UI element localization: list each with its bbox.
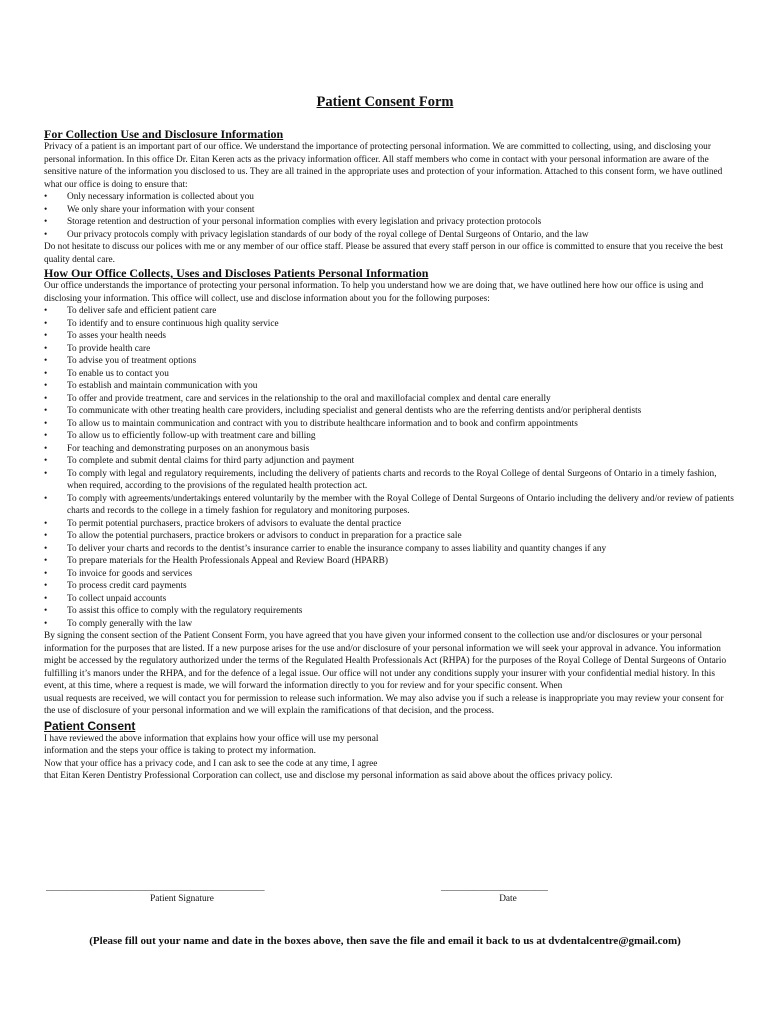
list-item-text: To permit potential purchasers, practice brokers of advisors to evaluate the dental practice xyxy=(67,518,402,529)
assurance-list xyxy=(44,191,734,241)
list-item-text: To comply with agreements/undertakings entered voluntarily by the member with the Royal College of Dental Surgeons of Ontario including the delivery and/or review of patients charts and records to the college in a timely fashion for regulatory and monitoring purposes. xyxy=(67,493,734,516)
list-item xyxy=(44,593,734,606)
bullet-icon: • xyxy=(44,456,48,466)
list-item-text: Storage retention and destruction of your personal information complies with every legislation and privacy protection protocols xyxy=(67,217,542,227)
section-heading-uses: How Our Office Collects, Uses and Discloses Patients Personal Information xyxy=(44,266,429,280)
section-heading-collection: For Collection Use and Disclosure Information xyxy=(44,127,284,141)
bullet-icon: • xyxy=(44,581,48,591)
purposes-list xyxy=(44,305,734,630)
list-item-text: To allow us to maintain communication and contract with you to distribute healthcare information and to book and confirm appointments xyxy=(67,418,578,429)
date-line[interactable]: _______________________ xyxy=(441,883,548,893)
list-item xyxy=(44,418,734,431)
list-item xyxy=(44,405,734,418)
bullet-icon: • xyxy=(44,217,48,227)
bullet-icon: • xyxy=(44,618,48,629)
bullet-icon: • xyxy=(44,192,48,202)
bullet-icon: • xyxy=(44,543,48,554)
bullet-icon: • xyxy=(44,443,48,454)
list-item xyxy=(44,555,734,568)
bullet-icon: • xyxy=(44,343,48,354)
list-item-text: To communicate with other treating health care providers, including specialist and general dentists who are the referring dentists and/or peripheral dentists xyxy=(67,406,642,416)
list-item xyxy=(44,191,734,204)
section-closing-collection: Do not hesitate to discuss our polices with me or any member of our office staff. Please be assured that every staff person in our office is committed to ensure that you receive the best quality dental care. xyxy=(44,242,724,265)
list-item-text: To deliver your charts and records to the dentist’s insurance carrier to enable the insurance company to asses liability and quantity changes if any xyxy=(67,543,607,554)
list-item xyxy=(44,330,734,343)
bullet-icon: • xyxy=(44,606,48,616)
list-item xyxy=(44,355,734,368)
list-item-text: To deliver safe and efficient patient care xyxy=(67,306,217,316)
list-item xyxy=(44,530,734,543)
list-item-text: To allow us to efficiently follow-up with treatment care and billing xyxy=(67,431,316,441)
list-item xyxy=(44,305,734,318)
list-item xyxy=(44,393,734,406)
bullet-icon: • xyxy=(44,331,48,341)
list-item-text: To complete and submit dental claims for third party adjunction and payment xyxy=(67,456,355,466)
list-item xyxy=(44,216,734,229)
list-item-text: We only share your information with your consent xyxy=(67,204,255,215)
consent-line: that Eitan Keren Dentistry Professional Corporation can collect, use and disclose my personal information as said above about the offices privacy policy. xyxy=(44,771,613,781)
list-item-text: For teaching and demonstrating purposes on an anonymous basis xyxy=(67,443,310,454)
signature-label: Patient Signature xyxy=(150,894,214,904)
section-intro-collection: Privacy of a patient is an important part of our office. We understand the importance of protecting personal information. We are committed to collecting, using, and disclosing your personal information. In this office Dr. Eitan Keren acts as the privacy information officer. All staff members who come in contact with your personal information are aware of the sensitive nature of the information you disclosed to us. They are all trained in the appropriate uses and protection of your information. Attached to this consent form, we have outlined what our office is doing to ensure that: xyxy=(44,142,723,190)
bullet-icon: • xyxy=(44,493,48,504)
list-item xyxy=(44,468,734,493)
list-item-text: To invoice for goods and services xyxy=(67,568,193,579)
bullet-icon: • xyxy=(44,393,48,404)
bullet-icon: • xyxy=(44,406,48,416)
consent-line: I have reviewed the above information that explains how your office will use my personal xyxy=(44,733,379,744)
list-item xyxy=(44,580,734,593)
list-item xyxy=(44,455,734,468)
section-intro-uses: Our office understands the importance of protecting your personal information. To help you understand how we are doing that, we have outlined here how our office is using and disclosing your information. This office will collect, use and disclose information about you for the following purposes: xyxy=(44,281,704,304)
bullet-icon: • xyxy=(44,381,48,391)
list-item xyxy=(44,605,734,618)
document-title: Patient Consent Form xyxy=(316,94,454,110)
bullet-icon: • xyxy=(44,556,48,566)
list-item xyxy=(44,568,734,581)
list-item xyxy=(44,229,734,242)
consent-line: information and the steps your office is taking to protect my information. xyxy=(44,746,316,756)
list-item-text: To comply with legal and regulatory requirements, including the delivery of patients charts and records to the Royal College of dental Surgeons of Ontario in a timely fashion, when required, according to the provisions of the regulated health protection act. xyxy=(67,468,717,491)
date-label: Date xyxy=(499,894,517,904)
list-item-text: To enable us to contact you xyxy=(67,368,169,379)
list-item xyxy=(44,343,734,356)
list-item-text: To identify and to ensure continuous high quality service xyxy=(67,318,279,329)
content-flow xyxy=(44,127,734,783)
bullet-icon: • xyxy=(44,518,48,529)
bullet-icon: • xyxy=(44,318,48,329)
bullet-icon: • xyxy=(44,229,48,240)
list-item-text: To advise you of treatment options xyxy=(67,356,197,366)
bullet-icon: • xyxy=(44,204,48,215)
bullet-icon: • xyxy=(44,368,48,379)
list-item-text: To process credit card payments xyxy=(67,581,187,591)
bullet-icon: • xyxy=(44,356,48,366)
list-item-text: To provide health care xyxy=(67,343,151,354)
list-item-text: To asses your health needs xyxy=(67,331,167,341)
footer-instructions: (Please fill out your name and date in the boxes above, then save the file and email it back to us at dvdentalcentre@gmail.com) xyxy=(89,935,681,947)
list-item xyxy=(44,518,734,531)
list-item xyxy=(44,543,734,556)
signature-line[interactable]: _______________________________________________ xyxy=(46,883,265,893)
consent-explanation: By signing the consent section of the Patient Consent Form, you have agreed that you have given your informed consent to the collection use and/or disclosures or your personal information for the purposes that are listed. If a new purpose arises for the use and/or disclosure of your personal information we will seek your approval in advance. You information might be accessed by the regulatory authorized under the terms of the Regulated Health Professionals Act (RHPA) for the purposes of the Royal College of Dental Surgeons of Ontario fulfilling it’s manors under the RHPA, and for the defence of a legal issue. Our office will not under any conditions supply your insurer with your confidential medial history. In this event, at this time, where a request is made, we will forward the information directly to you for review and for your specific consent. When xyxy=(44,631,727,691)
bullet-icon: • xyxy=(44,531,48,541)
list-item-text: To allow the potential purchasers, practice brokers or advisors to conduct in preparation for a practice sale xyxy=(67,531,462,541)
list-item-text: To establish and maintain communication with you xyxy=(67,381,258,391)
bullet-icon: • xyxy=(44,568,48,579)
bullet-icon: • xyxy=(44,593,48,604)
list-item xyxy=(44,318,734,331)
list-item-text: Our privacy protocols comply with privacy legislation standards of our body of the royal college of Dental Surgeons of Ontario, and the law xyxy=(67,229,589,240)
consent-line: Now that your office has a privacy code, and I can ask to see the code at any time, I agree xyxy=(44,758,378,769)
list-item xyxy=(44,443,734,456)
bullet-icon: • xyxy=(44,468,48,479)
list-item-text: To offer and provide treatment, care and services in the relationship to the oral and maxillofacial complex and dental care enerally xyxy=(67,393,551,404)
bullet-icon: • xyxy=(44,418,48,429)
list-item-text: To collect unpaid accounts xyxy=(67,593,167,604)
section-heading-consent: Patient Consent xyxy=(44,718,136,733)
list-item xyxy=(44,618,734,631)
list-item-text: To comply generally with the law xyxy=(67,618,193,629)
consent-explanation-continued: usual requests are received, we will contact you for permission to release such information. We may also advise you if such a release is inappropriate you may review your consent for the use of disclosure of your personal information and we will explain the ramifications of that decision, and the process. xyxy=(44,693,724,716)
list-item-text: Only necessary information is collected about you xyxy=(67,192,254,202)
list-item xyxy=(44,380,734,393)
bullet-icon: • xyxy=(44,431,48,441)
list-item-text: To prepare materials for the Health Professionals Appeal and Review Board (HPARB) xyxy=(67,556,388,566)
list-item xyxy=(44,493,734,518)
list-item xyxy=(44,204,734,217)
bullet-icon: • xyxy=(44,306,48,316)
list-item-text: To assist this office to comply with the regulatory requirements xyxy=(67,606,303,616)
list-item xyxy=(44,368,734,381)
list-item xyxy=(44,430,734,443)
